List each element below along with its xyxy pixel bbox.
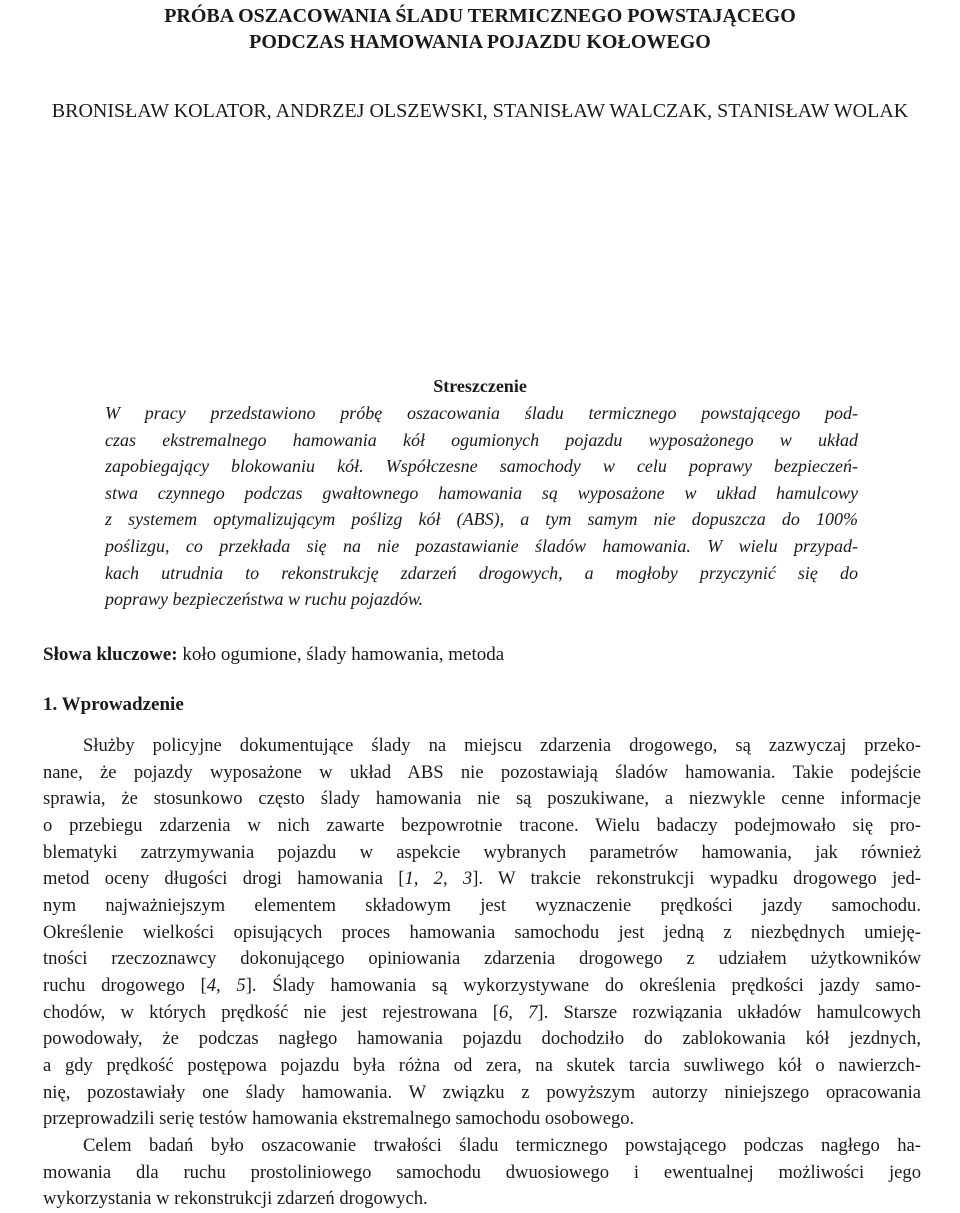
body-line-with-citation [43,1000,921,1027]
body-line: powodowały, że podczas nagłego hamowania pojazdu dochodziło do zablokowania kół jezdnych, [43,1028,921,1050]
citation-refs: 6, 7 [498,1001,538,1023]
body-line: Celem badań było oszacowanie trwałości śladu termicznego powstającego podczas nagłego ha- [83,1134,921,1156]
body-text-fragment: ruchu drogowego [ [43,974,207,996]
body-line: tności rzeczoznawcy dokonującego opiniowania zdarzenia drogowego z udziałem użytkowników [43,948,921,970]
body-line-with-citation [43,866,921,893]
abstract-text [105,400,858,613]
body-text-fragment: ]. W trakcie rekonstrukcji wypadku drogowego jed- [472,868,921,890]
citation-refs: 4, 5 [206,974,246,996]
citation-refs: 1, 2, 3 [404,868,473,890]
abstract-line: z systemem optymalizującym poślizg kół (ABS), a tym samym nie dopuszcza do 100% [105,509,858,530]
abstract-line: poślizgu, co przekłada się na nie pozastawianie śladów hamowania. W wielu przypad- [105,535,858,556]
body-line: nane, że pojazdy wyposażone w układ ABS nie pozostawiają śladów hamowania. Takie podejście [43,761,921,783]
abstract-line: czas ekstremalnego hamowania kół ogumionych pojazdu wyposażonego w układ [105,429,858,450]
abstract-line: stwa czynnego podczas gwałtownego hamowania są wyposażone w układ hamulcowy [105,482,858,503]
keywords [43,642,923,668]
paper-title-line-2: PODCZAS HAMOWANIA POJAZDU KOŁOWEGO [249,31,711,53]
body-line: Określenie wielkości opisujących proces hamowania samochodu jest jedną z niezbędnych umieję- [43,921,921,943]
paper-title-line-1: PRÓBA OSZACOWANIA ŚLADU TERMICZNEGO POWSTAJĄCEGO [164,5,796,27]
body-text-fragment: chodów, w których prędkość nie jest rejestrowana [ [43,1001,499,1023]
body-line: Służby policyjne dokumentujące ślady na miejscu zdarzenia drogowego, są zazwyczaj przeko- [83,735,921,756]
body-text-fragment: metod oceny długości drogi hamowania [ [43,868,405,890]
body-line: o przebiegu zdarzenia w nich zawarte bezpowrotnie tracone. Wielu badaczy podejmowało się pro- [43,814,921,836]
body-line: blematyki zatrzymywania pojazdu w aspekcie wybranych parametrów hamowania, jak również [43,841,921,863]
section-heading-introduction: 1. Wprowadzenie [43,694,184,715]
body-line: wykorzystania w rekonstrukcji zdarzeń drogowych. [43,1188,428,1210]
keywords-label: Słowa kluczowe: [43,644,178,665]
keywords-text: koło ogumione, ślady hamowania, metoda [177,644,505,665]
introduction-text [43,733,921,1213]
body-text-fragment: ]. Starsze rozwiązania układów hamulcowych [537,1001,921,1023]
body-text-fragment: ]. Ślady hamowania są wykorzystywane do określenia prędkości jazdy samo- [245,974,921,996]
abstract-heading: Streszczenie [433,376,527,396]
body-line: nym najważniejszym elementem składowym jest wyznaczenie prędkości jazdy samochodu. [43,894,921,916]
body-line: mowania dla ruchu prostoliniowego samochodu dwuosiowego i ewentualnej możliwości jego [43,1161,921,1183]
abstract-line: kach utrudnia to rekonstrukcję zdarzeń drogowych, a mogłoby przyczynić się do [105,562,858,583]
body-line: sprawia, że stosunkowo często ślady hamowania nie są poszukiwane, a niezwykle cenne informacje [43,788,921,810]
abstract-line: W pracy przedstawiono próbę oszacowania śladu termicznego powstającego pod- [105,403,858,423]
body-line: przeprowadzili serię testów hamowania ekstremalnego samochodu osobowego. [43,1108,635,1130]
abstract-line: poprawy bezpieczeństwa w ruchu pojazdów. [105,589,424,610]
abstract-line: zapobiegający blokowaniu kół. Współczesne samochody w celu poprawy bezpieczeń- [105,456,858,477]
body-line: nię, pozostawiały one ślady hamowania. W związku z powyższym autorzy niniejszego opracowania [43,1081,921,1103]
authors: BRONISŁAW KOLATOR, ANDRZEJ OLSZEWSKI, STANISŁAW WALCZAK, STANISŁAW WOLAK [51,100,909,122]
body-line: a gdy prędkość postępowa pojazdu była różna od zera, na skutek tarcia suwliwego kół o nawierzch- [43,1054,921,1076]
body-line-with-citation [43,973,921,1000]
